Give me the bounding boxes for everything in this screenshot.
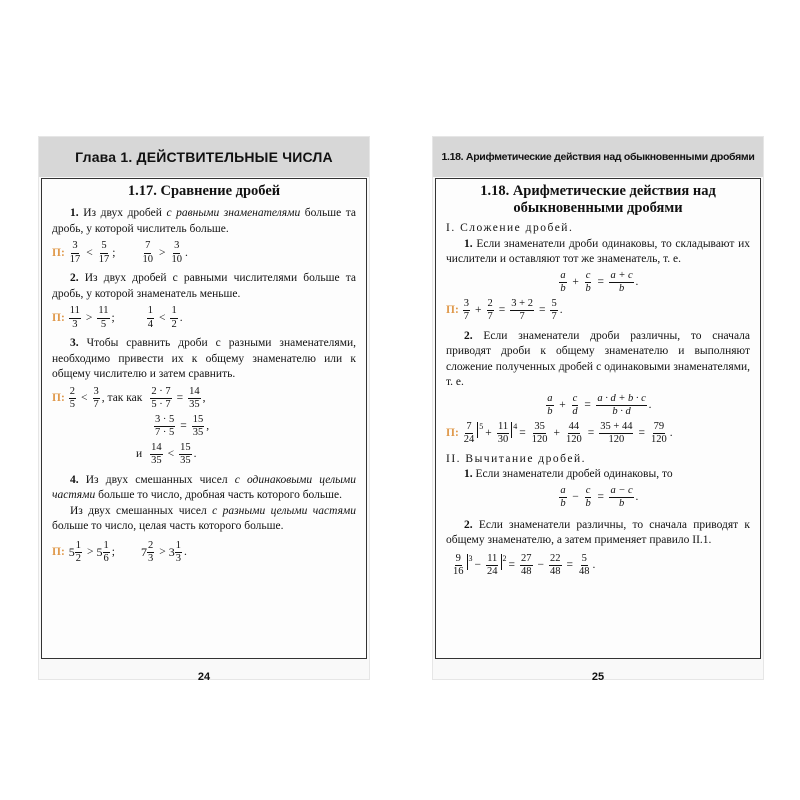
formula-add-diff: $\frac{a}{b}$ + $\frac{c}{d}$ = $\frac{a \cdot d + b \cdot c}{b \cdot d}$ . [547, 392, 652, 417]
addition-example-1: П: $\frac{3}{7}$ + $\frac{2}{7}$ = $\frac{3 + 2}{7}$ = $\frac{5}{7}$ . [446, 297, 563, 322]
rule-1: 1. Из двух дробей с равными знаменателями больше та дробь, у которой числитель больше. [52, 207, 357, 235]
subtraction-example: $\frac{9}{16}$ 3 − $\frac{11}{24}$ 2 = $\frac{27}{48}$ − $\frac{22}{48}$ = $\frac{5}{48}$ . [453, 552, 596, 577]
page-number-right: 25 [591, 671, 605, 683]
content-frame-left [41, 178, 367, 659]
section-header [433, 137, 763, 177]
right-page [432, 136, 764, 683]
formula-add-same: $\frac{a}{b}$ + $\frac{c}{b}$ = $\frac{a + c}{b}$ . [560, 269, 639, 294]
chapter-title: Глава 1. ДЕЙСТВИТЕЛЬНЫЕ ЧИСЛА [75, 149, 333, 165]
example-1: П: $\frac{3}{17}$ < $\frac{5}{17}$ ; $\frac{7}{10}$ > $\frac{3}{10}$ . [52, 240, 188, 265]
section-title-1-17: 1.17. Сравнение дробей [127, 183, 281, 199]
example-label: П: [52, 246, 65, 259]
addition-example-2: П: $\frac{7}{24}$ 5 + $\frac{11}{30}$ 4 = $\frac{35}{120}$ + $\frac{44}{120}$ = $\frac{35 + 44}{120}$ = $\frac{79}{120}$ . [446, 420, 673, 445]
example-3: П: $\frac{2}{5}$ < $\frac{3}{7}$ , так как $\frac{2 \cdot 7}{5 \cdot 7}$ = $\frac{14}{35}$ , $\frac{3 \cdot 5}{7 \cdot 5}$ = $\frac{15}{35}$ , и $\frac{14}{35}$ < $\frac{15}{35}$ . [52, 385, 210, 466]
rule-3: 3. Чтобы сравнить дроби с разными знаменателями, необходимо привести их к общему знаменателю или к общему числителю и затем сравнить. [52, 337, 357, 380]
example-2: П: $\frac{11}{3}$ > $\frac{11}{5}$ ; $\frac{1}{4}$ < $\frac{1}{2}$ . [52, 305, 183, 330]
left-page [38, 136, 370, 683]
section-header-title: 1.18. Арифметические действия над обыкновенными дробями [441, 151, 755, 163]
formula-sub-same: $\frac{a}{b}$ − $\frac{c}{b}$ = $\frac{a - c}{b}$ . [560, 484, 639, 509]
addition-heading: I. Сложение дробей. [446, 222, 574, 234]
addition-rule-2: 2. Если знаменатели дроби различны, то сначала приводят дроби к общему знаменателю и выполняют сложение полученных дробей с одинаковыми знаменателями, т. е. [446, 329, 751, 388]
example-label: П: [446, 427, 459, 439]
page-number-left: 24 [197, 671, 211, 683]
subtraction-heading: II. Вычитание дробей. [446, 452, 586, 465]
example-label: П: [52, 392, 65, 404]
addition-rule-1: 1. Если знаменатели дроби одинаковы, то складывают их числители и оставляют тот же знаменатель, т. е. [446, 237, 750, 265]
section-title-1-18: 1.18. Арифметические действия над обыкновенными дробями [480, 183, 716, 216]
chapter-header [39, 137, 369, 177]
example-4: П: 5 $\frac{1}{2}$ > 5 $\frac{1}{6}$ ; 7 $\frac{2}{3}$ > 3 $\frac{1}{3}$ . [52, 539, 187, 564]
content-frame-right [435, 178, 761, 659]
rule-4: 4. Из двух смешанных чисел с одинаковыми целыми частями больше то число, дробная часть которого больше. [52, 473, 357, 501]
example-label: П: [52, 311, 65, 324]
rule-2: 2. Из двух дробей с равными числителями больше та дробь, у которой знаменатель меньше. [52, 272, 357, 300]
example-label: П: [446, 304, 459, 316]
subtraction-rule-2: 2. Если знаменатели различны, то сначала приводят к общему знаменателю, а затем применяет правило II.1. [446, 518, 750, 546]
subtraction-rule-1: 1. Если знаменатели дробей одинаковы, то [464, 468, 673, 480]
example-label: П: [52, 546, 65, 558]
rule-4b: Из двух смешанных чисел с разными целыми частями больше то число, целая часть которого больше. [52, 504, 357, 532]
